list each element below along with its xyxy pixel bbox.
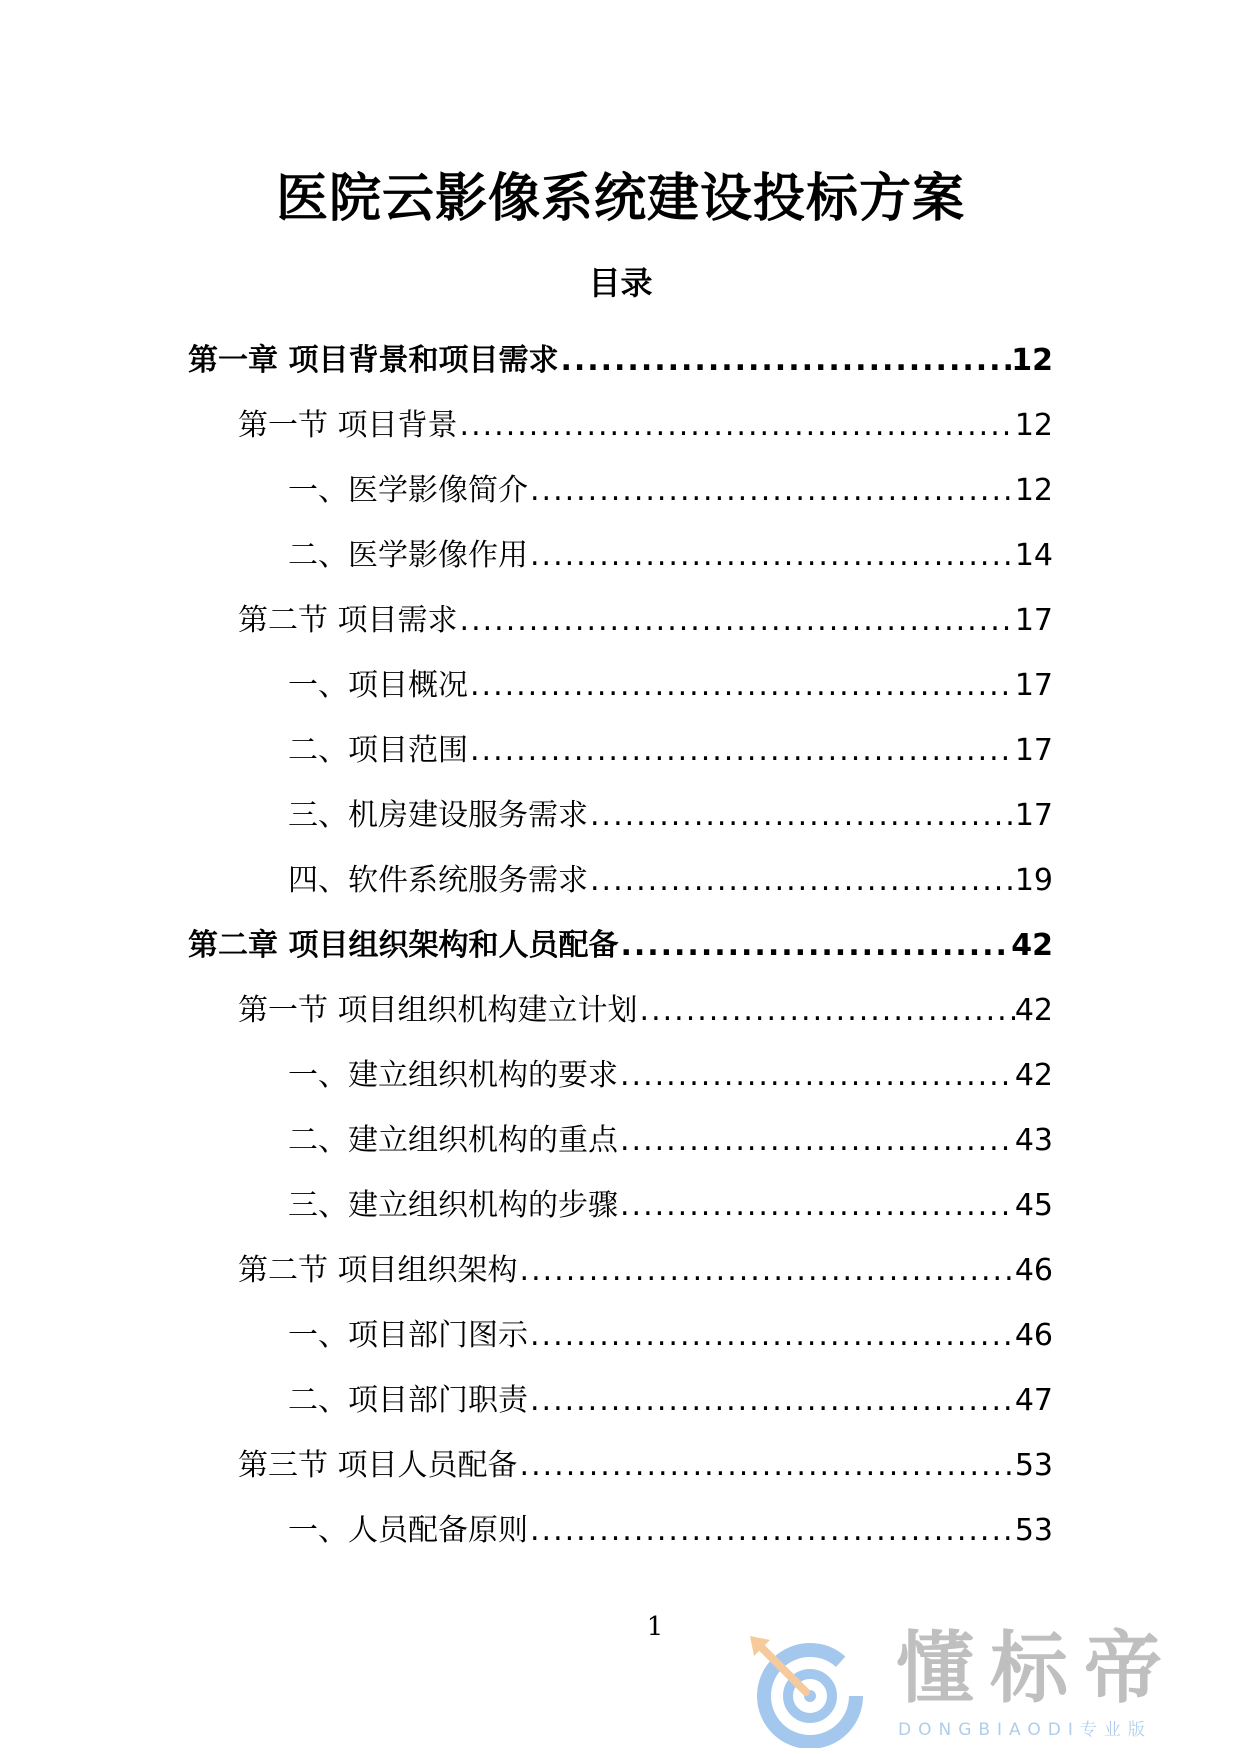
watermark-subtitle: DONGBIAODI专业版 [898,1720,1152,1740]
toc-dot-leader [588,866,1015,896]
toc-entry[interactable] [188,1108,1053,1173]
toc-entry[interactable] [188,783,1053,848]
target-arrow-icon [748,1636,866,1748]
toc-entry-label: 一、项目部门图示 [288,1317,528,1353]
toc-entry-label: 第二节 项目需求 [238,602,458,638]
toc-entry-page: 53 [1014,1512,1053,1548]
toc-entry-page: 42 [1011,927,1053,963]
toc-dot-leader [618,1191,1015,1221]
toc-entry-page: 17 [1014,667,1053,703]
toc-entry-page: 53 [1014,1447,1053,1483]
toc-entry-label: 一、项目概况 [288,667,468,703]
toc-entry-page: 46 [1014,1317,1053,1353]
toc-dot-leader [518,1451,1015,1481]
toc-dot-leader [558,346,1011,376]
toc-entry-page: 12 [1011,342,1053,378]
table-of-contents [188,328,1053,1563]
toc-entry-label: 第二章 项目组织架构和人员配备 [188,927,619,963]
toc-dot-leader [618,1126,1015,1156]
toc-entry-label: 二、医学影像作用 [288,537,528,573]
toc-entry-page: 19 [1014,862,1053,898]
toc-entry[interactable] [188,458,1053,523]
toc-entry[interactable] [188,718,1053,783]
toc-entry[interactable] [188,1498,1053,1563]
toc-entry-page: 42 [1014,1057,1053,1093]
toc-entry-label: 一、人员配备原则 [288,1512,528,1548]
toc-dot-leader [468,671,1015,701]
toc-dot-leader [588,801,1015,831]
toc-entry[interactable] [188,328,1053,393]
toc-entry[interactable] [188,978,1053,1043]
toc-entry[interactable] [188,848,1053,913]
toc-entry-label: 第二节 项目组织架构 [238,1252,518,1288]
toc-entry-page: 12 [1014,407,1053,443]
toc-entry[interactable] [188,523,1053,588]
toc-dot-leader [528,1321,1015,1351]
toc-entry[interactable] [188,393,1053,458]
toc-entry-label: 二、项目范围 [288,732,468,768]
document-title: 医院云影像系统建设投标方案 [275,169,965,229]
toc-entry-label: 二、项目部门职责 [288,1382,528,1418]
toc-entry[interactable] [188,1303,1053,1368]
toc-entry-label: 第一节 项目组织机构建立计划 [238,992,638,1028]
toc-dot-leader [458,606,1015,636]
page-number: 1 [646,1612,664,1642]
toc-entry[interactable] [188,1368,1053,1433]
toc-entry[interactable] [188,1433,1053,1498]
toc-entry-page: 46 [1014,1252,1053,1288]
toc-entry-page: 47 [1014,1382,1053,1418]
toc-entry-label: 四、软件系统服务需求 [288,862,588,898]
toc-entry-page: 42 [1014,992,1053,1028]
toc-entry-label: 三、机房建设服务需求 [288,797,588,833]
toc-entry-page: 12 [1014,472,1053,508]
toc-entry-label: 第一节 项目背景 [238,407,458,443]
toc-entry[interactable] [188,1173,1053,1238]
watermark-name: 懂标帝 [896,1624,1179,1714]
toc-entry-page: 45 [1014,1187,1053,1223]
toc-entry[interactable] [188,588,1053,653]
watermark [748,1624,1218,1748]
toc-heading: 目录 [588,264,653,302]
toc-dot-leader [618,931,1011,961]
toc-entry-label: 二、建立组织机构的重点 [288,1122,618,1158]
toc-entry-label: 一、医学影像简介 [288,472,528,508]
toc-entry-label: 第三节 项目人员配备 [238,1447,518,1483]
toc-dot-leader [468,736,1015,766]
toc-dot-leader [528,476,1015,506]
toc-entry-page: 17 [1014,602,1053,638]
toc-dot-leader [528,1516,1015,1546]
toc-entry-page: 17 [1014,797,1053,833]
toc-dot-leader [618,1061,1015,1091]
toc-dot-leader [518,1256,1015,1286]
toc-dot-leader [458,411,1015,441]
toc-entry[interactable] [188,913,1053,978]
toc-entry[interactable] [188,1043,1053,1108]
toc-entry[interactable] [188,653,1053,718]
toc-entry-label: 一、建立组织机构的要求 [288,1057,618,1093]
toc-dot-leader [528,541,1015,571]
toc-dot-leader [638,996,1015,1026]
toc-entry-page: 17 [1014,732,1053,768]
toc-dot-leader [528,1386,1015,1416]
toc-entry-page: 43 [1014,1122,1053,1158]
toc-entry-label: 三、建立组织机构的步骤 [288,1187,618,1223]
toc-entry[interactable] [188,1238,1053,1303]
toc-entry-page: 14 [1014,537,1053,573]
toc-entry-label: 第一章 项目背景和项目需求 [188,342,559,378]
